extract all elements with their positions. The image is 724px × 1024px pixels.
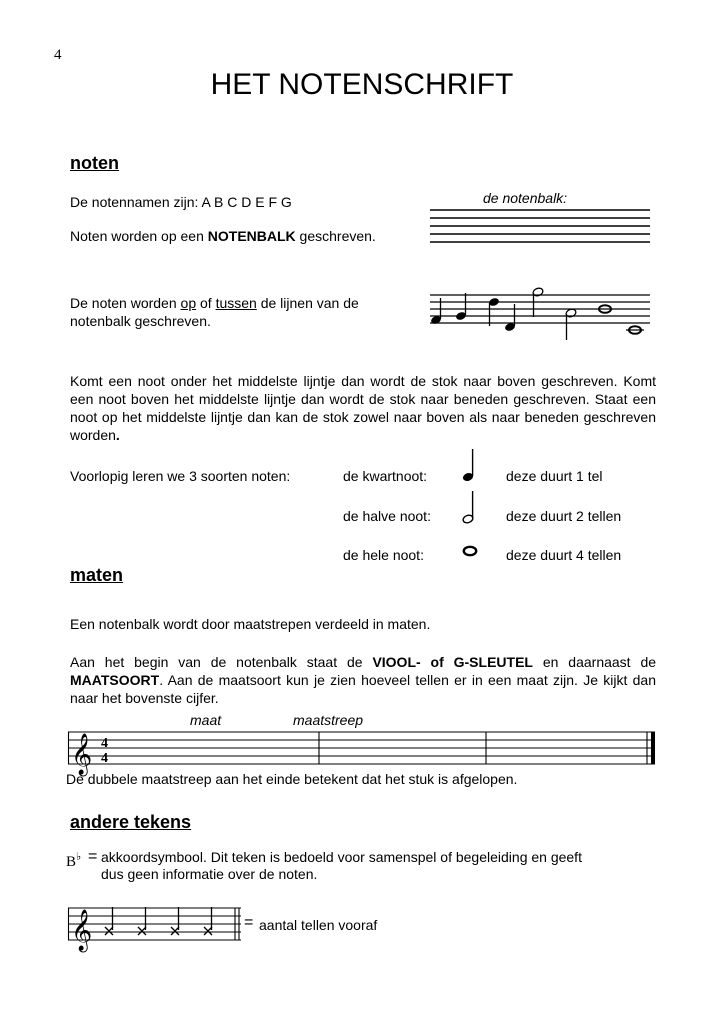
note-type-duration: deze duurt 2 tellen — [506, 508, 622, 524]
equals-sign: = — [88, 848, 98, 865]
double-bar-line-thick — [651, 732, 655, 764]
staff-caption: de notenbalk: — [483, 190, 568, 206]
measure-staff — [68, 728, 658, 774]
op-text-mid: of — [196, 295, 216, 311]
section-heading-noten: noten — [70, 153, 119, 173]
note-type-name: de halve noot: — [343, 508, 431, 524]
half-note-icon — [462, 490, 476, 528]
note-types-intro: Voorlopig leren we 3 soorten noten: — [70, 468, 291, 484]
time-signature-top: 4 — [101, 736, 108, 751]
cross-notehead-icon — [204, 907, 212, 935]
count-in-text: aantal tellen vooraf — [259, 917, 378, 933]
maten-p2-bold-clef: VIOOL- of G-SLEUTEL — [372, 654, 533, 670]
maten-p2-post: . Aan de maatsoort kun je zien hoeveel tellen er in een maat zijn. Je kijkt dan naar het bovenste cijfer. — [70, 672, 656, 706]
equals-sign: = — [244, 914, 254, 931]
op-word: op — [180, 295, 197, 311]
maten-p2-pre: Aan het begin van de notenbalk staat de — [70, 654, 373, 670]
treble-clef-icon: 𝄞 — [71, 910, 93, 951]
op-tussen-paragraph — [70, 294, 390, 330]
maten-p2-mid: en daarnaast de — [532, 654, 657, 670]
section-heading-andere-tekens: andere tekens — [70, 812, 192, 832]
page-number: 4 — [54, 47, 62, 63]
stem-direction-text: Komt een noot onder het middelste lijntje dan wordt de stok naar boven geschreven. Komt een noot boven het middelste lijntje dan wordt de stok naar beneden geschreven. Staat een noot op het middelste lijntje dan kan de stok zowel naar boven als naar beneden geschreven worden — [70, 373, 656, 443]
whole-note-icon — [462, 545, 478, 559]
maten-paragraph-1: Een notenbalk wordt door maatstrepen verdeeld in maten. — [70, 616, 431, 632]
count-in-staff — [68, 904, 244, 951]
note-type-name: de hele noot: — [343, 547, 424, 563]
notenbalk-bold: NOTENBALK — [207, 228, 296, 244]
page-title: HET NOTENSCHRIFT — [210, 68, 514, 101]
chord-symbol-letter: B — [66, 854, 77, 870]
stem-direction-period: . — [115, 427, 120, 443]
label-maat: maat — [190, 712, 222, 728]
notes-on-staff-example — [430, 284, 652, 344]
quarter-note-icon — [462, 448, 476, 486]
notenbalk-line — [70, 227, 376, 245]
note-names-line: De notennamen zijn: A B C D E F G — [70, 194, 292, 210]
cross-notehead-icon — [138, 907, 146, 935]
notenbalk-text-pre: Noten worden op een — [70, 228, 208, 244]
op-text-post: de lijnen van de notenbalk geschreven. — [70, 295, 359, 329]
maten-paragraph-2 — [70, 653, 656, 707]
flat-icon: ♭ — [76, 851, 82, 863]
empty-staff — [430, 209, 652, 245]
section-heading-maten: maten — [70, 565, 124, 585]
stem-direction-paragraph — [70, 372, 656, 444]
cross-notehead-icon — [105, 907, 113, 935]
tussen-word: tussen — [215, 295, 257, 311]
note-type-duration: deze duurt 4 tellen — [506, 547, 622, 563]
treble-clef-icon: 𝄞 — [71, 734, 93, 775]
chord-symbol-text-1: akkoordsymbool. Dit teken is bedoeld voor samenspel of begeleiding en geeft — [101, 849, 582, 865]
op-text-pre: De noten worden — [70, 295, 181, 311]
notenbalk-text-post: geschreven. — [295, 228, 376, 244]
double-bar-explanation: De dubbele maatstreep aan het einde betekent dat het stuk is afgelopen. — [66, 771, 518, 787]
time-signature-bottom: 4 — [101, 751, 108, 766]
label-maatstreep: maatstreep — [293, 712, 364, 728]
note-type-duration: deze duurt 1 tel — [506, 468, 603, 484]
note-type-name: de kwartnoot: — [343, 468, 428, 484]
chord-symbol — [66, 850, 81, 871]
maten-p2-bold-maatsoort: MAATSOORT — [70, 672, 160, 688]
cross-notehead-icon — [171, 907, 179, 935]
chord-symbol-text-2: dus geen informatie over de noten. — [101, 866, 318, 882]
